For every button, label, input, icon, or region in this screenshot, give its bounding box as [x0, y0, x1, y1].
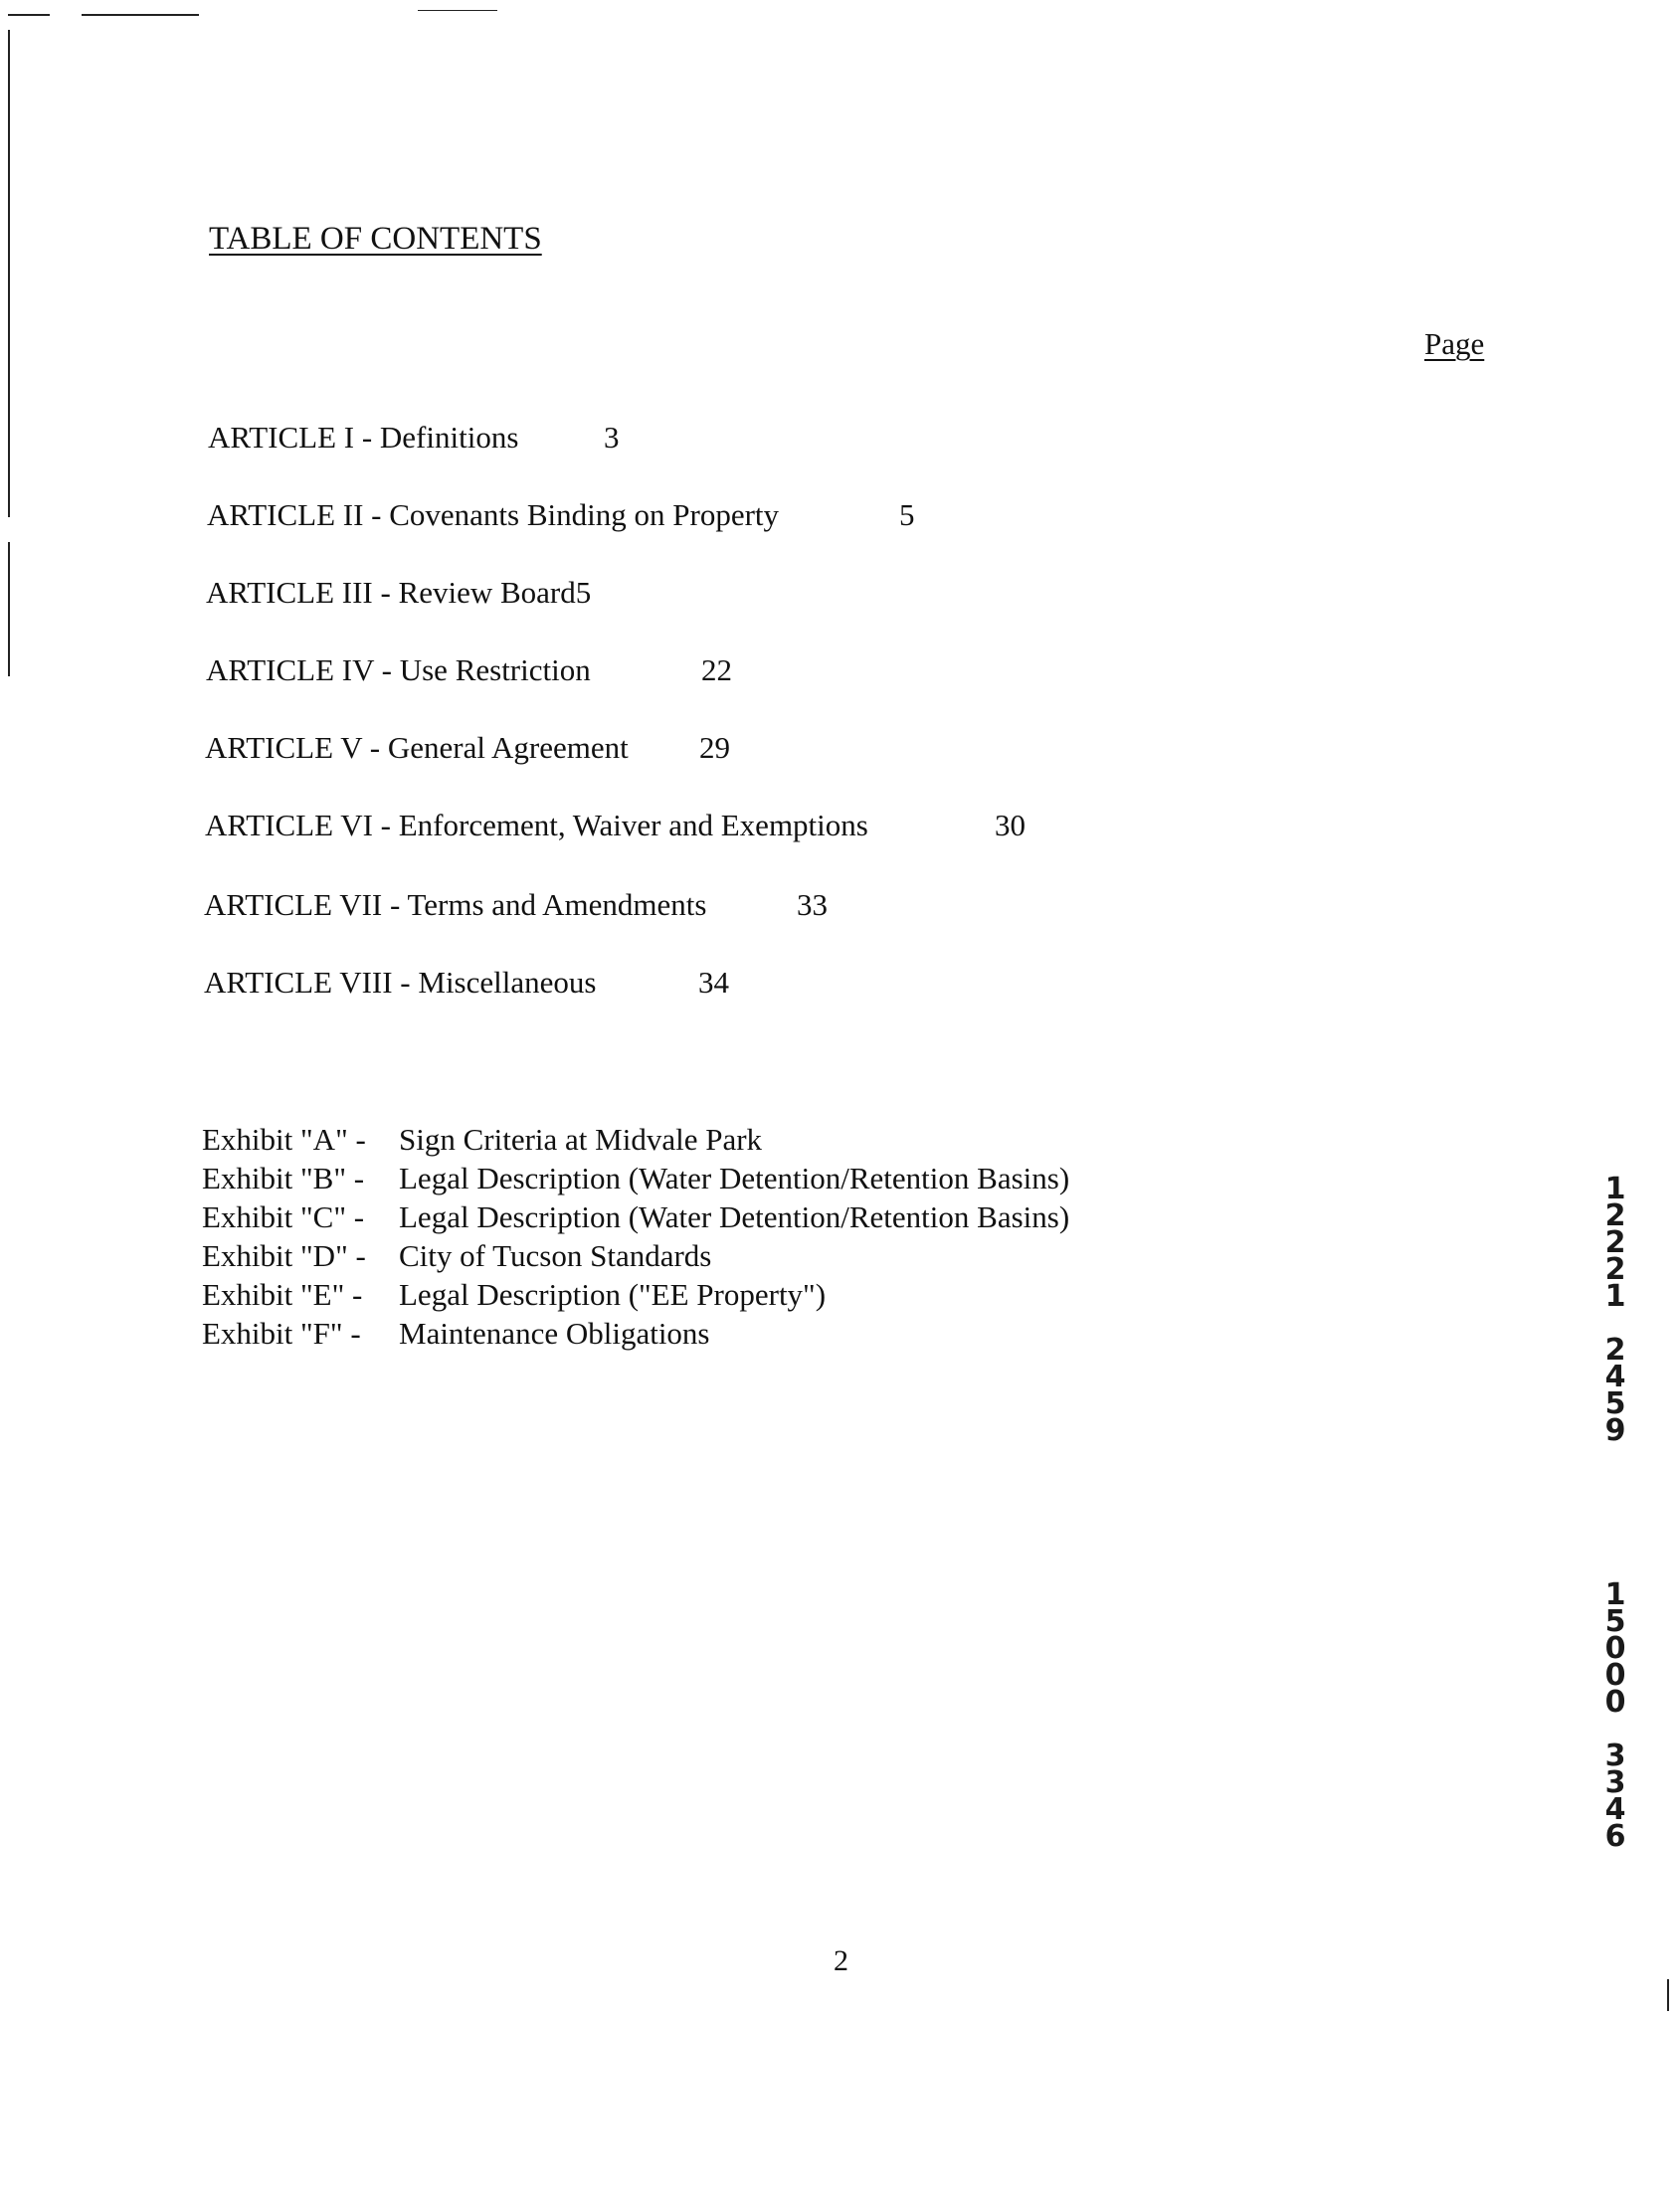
toc-entry	[208, 420, 620, 456]
page-title: TABLE OF CONTENTS	[209, 221, 542, 257]
scan-artifact-left-edge-2	[8, 542, 10, 676]
toc-entry-label: ARTICLE V - General Agreement	[205, 730, 629, 765]
toc-entry-label: ARTICLE VI - Enforcement, Waiver and Exemptions	[205, 808, 868, 842]
scan-artifact-top-left	[8, 14, 50, 16]
exhibit-row	[202, 1275, 1069, 1314]
exhibit-row	[202, 1236, 1069, 1275]
exhibit-list	[202, 1120, 1069, 1353]
toc-entry-label: ARTICLE IV - Use Restriction	[206, 652, 591, 687]
scan-artifact-left-edge	[8, 30, 10, 517]
exhibit-label: Exhibit "E" -	[202, 1277, 363, 1312]
toc-entry	[205, 730, 730, 766]
toc-entry-page: 33	[797, 887, 828, 922]
exhibit-row	[202, 1120, 1069, 1159]
toc-entry	[205, 808, 1026, 843]
toc-entry-label: ARTICLE VII - Terms and Amendments	[204, 887, 707, 922]
toc-entry-page: 3	[604, 420, 620, 455]
toc-entry-page: 29	[699, 730, 730, 765]
scan-artifact-top-dash	[82, 14, 199, 16]
toc-entry-page: 30	[995, 808, 1026, 842]
page-number: 2	[834, 1944, 848, 1977]
toc-entry-label: ARTICLE I - Definitions	[208, 420, 519, 455]
exhibit-row	[202, 1314, 1069, 1353]
toc-entry-page: 5	[899, 497, 915, 532]
toc-entry	[204, 887, 828, 923]
toc-entry	[204, 965, 729, 1001]
toc-entry-label: ARTICLE II - Covenants Binding on Property	[207, 497, 780, 532]
page-column-label: Page	[1424, 326, 1485, 361]
toc-entry-page: 34	[698, 965, 729, 1000]
exhibit-label: Exhibit "C" -	[202, 1199, 365, 1234]
toc-entry-page: 22	[701, 652, 732, 687]
exhibit-label: Exhibit "A" -	[202, 1122, 366, 1157]
exhibit-description: Legal Description (Water Detention/Retention Basins)	[399, 1161, 1070, 1195]
scan-artifact-right-edge	[1667, 1979, 1669, 2011]
exhibit-label: Exhibit "B" -	[202, 1161, 365, 1195]
exhibit-description: Legal Description ("EE Property")	[399, 1277, 827, 1312]
toc-entry	[206, 575, 591, 611]
toc-entry	[207, 497, 915, 533]
exhibit-label: Exhibit "D" -	[202, 1238, 366, 1273]
exhibit-label: Exhibit "F" -	[202, 1316, 361, 1351]
scan-artifact-top-dash-2	[418, 10, 497, 11]
exhibit-description: Maintenance Obligations	[399, 1316, 710, 1351]
toc-entry	[206, 652, 732, 688]
exhibit-description: City of Tucson Standards	[399, 1238, 712, 1273]
recording-number-lower: 1 5 0 0 0 3 3 4 6	[1604, 1577, 1626, 1854]
exhibit-row	[202, 1159, 1069, 1197]
exhibit-description: Legal Description (Water Detention/Retention Basins)	[399, 1199, 1070, 1234]
toc-entry-label: ARTICLE VIII - Miscellaneous	[204, 965, 597, 1000]
toc-entry-label: ARTICLE III - Review Board5	[206, 575, 592, 610]
exhibit-description: Sign Criteria at Midvale Park	[399, 1122, 763, 1157]
exhibit-row	[202, 1197, 1069, 1236]
recording-number-upper: 1 2 2 2 1 2 4 5 9	[1604, 1172, 1626, 1448]
